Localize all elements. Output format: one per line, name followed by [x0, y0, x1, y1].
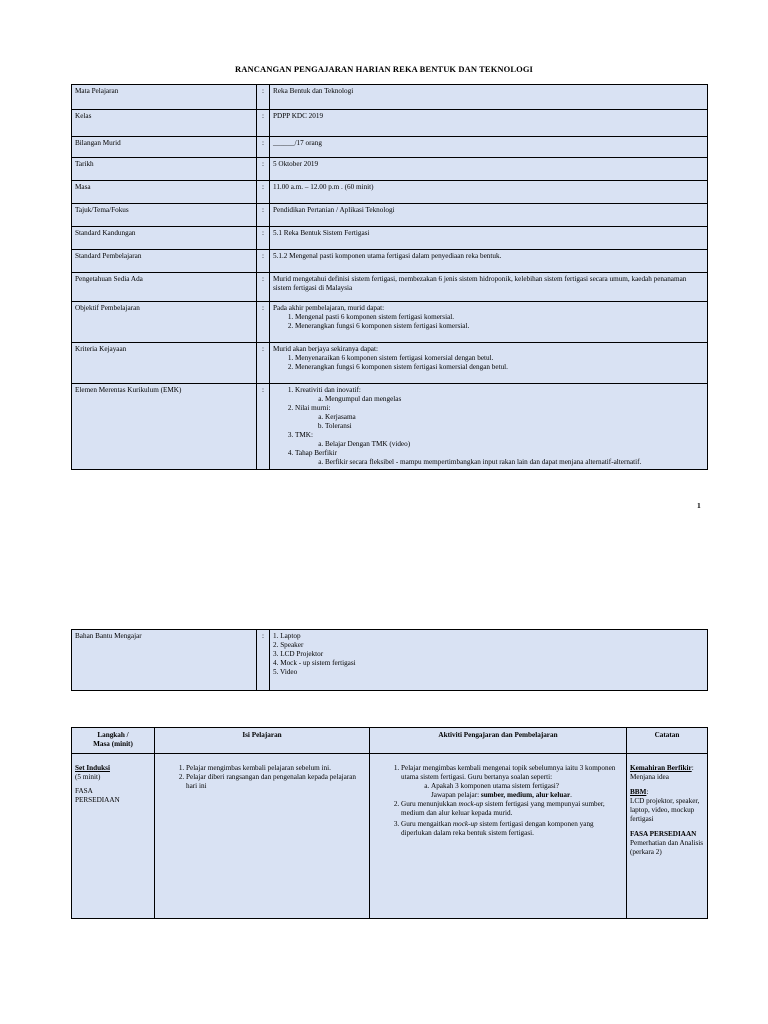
lesson-row [72, 753, 708, 918]
objektif-row [72, 302, 708, 343]
colon: : [257, 273, 270, 302]
colon: : [257, 137, 270, 158]
colon: : [257, 227, 270, 250]
kriteria-value [270, 343, 708, 384]
list-item: 1. Menyenaraikan 6 komponen sistem fertigasi komersial dengan betul. [295, 354, 704, 363]
emk-item-text: Tahap Berfikir [295, 449, 338, 457]
list-item: a. Mengumpul dan mengelas [325, 395, 704, 404]
objektif-intro: Pada akhir pembelajaran, murid dapat: [273, 304, 385, 312]
aktiviti-emphasis: mock-up [458, 799, 484, 808]
colon: : [691, 763, 694, 772]
aktiviti-text: Guru mengaitkan [401, 819, 453, 828]
info-label: Standard Pembelajaran [72, 250, 257, 273]
objektif-label: Objektif Pembelajaran [72, 302, 257, 343]
list-item: 1. Pelajar mengimbas kembali pelajaran sebelum ini. [186, 764, 366, 773]
kriteria-list [273, 354, 704, 372]
lesson-header-row [72, 728, 708, 754]
info-row [72, 85, 708, 110]
list-item [401, 764, 623, 800]
header-catatan: Catatan [627, 728, 708, 754]
info-value: Reka Bentuk dan Teknologi [270, 85, 708, 110]
bbm-item: 5. Video [273, 668, 298, 676]
bbm-item: 4. Mock - up sistem fertigasi [273, 659, 356, 667]
list-item [295, 431, 704, 449]
lesson-table [71, 727, 708, 919]
step-time: (5 minit) [75, 772, 101, 781]
emk-label: Elemen Merentas Kurikulum (EMK) [72, 384, 257, 470]
fasa-label: FASA PERSEDIAAN [630, 829, 697, 838]
colon: : [257, 250, 270, 273]
colon: : [257, 110, 270, 137]
list-item: 2. Pelajar diberi rangsangan dan pengenalan kepada pelajaran hari ini [186, 773, 366, 791]
info-table [71, 84, 708, 470]
info-label: Tarikh [72, 158, 257, 181]
step-cell [72, 753, 155, 918]
list-item: 2. Menerangkan fungsi 6 komponen sistem fertigasi komersial. [295, 322, 704, 331]
list-item [295, 386, 704, 404]
kemahiran-line [630, 764, 704, 773]
bbm-item: 3. LCD Projektor [273, 650, 324, 658]
answer-value: sumber, medium, alur keluar [480, 790, 571, 799]
header-isi: Isi Pelajaran [155, 728, 370, 754]
info-value: 11.00 a.m. – 12.00 p.m . (60 minit) [270, 181, 708, 204]
info-label: Tajuk/Tema/Fokus [72, 204, 257, 227]
info-row [72, 273, 708, 302]
bbm-table [71, 629, 708, 691]
colon: : [646, 787, 649, 796]
info-row [72, 110, 708, 137]
header-aktiviti: Aktiviti Pengajaran dan Pembelajaran [370, 728, 627, 754]
list-item: b. Toleransi [325, 422, 704, 431]
bbm-item: 1. Laptop [273, 632, 301, 640]
info-table-body [72, 85, 708, 302]
catatan-bbm-label: BBM [630, 787, 647, 796]
catatan-bbm-line [630, 788, 704, 797]
info-row [72, 158, 708, 181]
list-item: a. Belajar Dengan TMK (video) [325, 440, 704, 449]
objektif-list [273, 313, 704, 331]
catatan-cell [627, 753, 708, 918]
aktiviti-text: sistem fertigasi dengan komponen yang diperlukan dalam reka bentuk sistem fertigasi. [401, 819, 594, 837]
colon: : [257, 630, 270, 691]
isi-cell [155, 753, 370, 918]
info-value: PDPP KDC 2019 [270, 110, 708, 137]
step-title: Set Induksi [75, 763, 110, 772]
aktiviti-emphasis: mock-up [452, 819, 478, 828]
aktiviti-list [373, 764, 623, 838]
info-row [72, 137, 708, 158]
bbm-item: 2. Speaker [273, 641, 304, 649]
bbm-label: Bahan Bantu Mengajar [72, 630, 257, 691]
info-label: Pengetahuan Sedia Ada [72, 273, 257, 302]
list-item [295, 449, 704, 467]
info-label: Mata Pelajaran [72, 85, 257, 110]
document-title: RANCANGAN PENGAJARAN HARIAN REKA BENTUK DAN TEKNOLOGI [235, 64, 533, 74]
colon: : [257, 204, 270, 227]
aktiviti-text: sistem fertigasi yang mempunyai sumber, medium dan alur keluar kepada murid. [401, 799, 605, 817]
aktiviti-text: Guru menunjukkan [401, 799, 459, 808]
info-label: Masa [72, 181, 257, 204]
kriteria-intro: Murid akan berjaya sekiranya dapat: [273, 345, 378, 353]
kemahiran-value: Menjana idea [630, 772, 669, 781]
info-value: ______/17 orang [270, 137, 708, 158]
aktiviti-question: Apakah 3 komponen utama sistem fertigasi? [431, 781, 559, 790]
page-number: 1 [697, 501, 701, 510]
info-value: Pendidikan Pertanian / Aplikasi Teknologi [270, 204, 708, 227]
emk-row [72, 384, 708, 470]
bbm-row [72, 630, 708, 691]
colon: : [257, 343, 270, 384]
list-item: a. Kerjasama [325, 413, 704, 422]
info-value: 5.1 Reka Bentuk Sistem Fertigasi [270, 227, 708, 250]
colon: : [257, 384, 270, 470]
list-item [295, 404, 704, 431]
colon: : [257, 158, 270, 181]
list-item [401, 800, 623, 818]
info-value: 5 Oktober 2019 [270, 158, 708, 181]
list-item: a. Berfikir secara fleksibel - mampu mempertimbangkan input rakan lain dan dapat menjana alternatif-alternatif. [325, 458, 704, 467]
info-value: 5.1.2 Mengenal pasti komponen utama fertigasi dalam penyediaan reka bentuk. [270, 250, 708, 273]
info-label: Bilangan Murid [72, 137, 257, 158]
answer-prefix: Jawapan pelajar: [431, 790, 481, 799]
bbm-value [270, 630, 708, 691]
kemahiran-label: Kemahiran Berfikir [630, 763, 692, 772]
emk-item-text: Nilai murni: [295, 404, 331, 412]
step-phase: FASA PERSEDIAAN [75, 786, 120, 804]
header-langkah: Langkah / Masa (minit) [72, 728, 155, 754]
list-item [431, 782, 623, 800]
list-item [401, 820, 623, 838]
info-row [72, 181, 708, 204]
emk-item-text: TMK: [295, 431, 313, 439]
list-item: 2. Menerangkan fungsi 6 komponen sistem fertigasi komersial dengan betul. [295, 363, 704, 372]
info-row [72, 204, 708, 227]
aktiviti-cell [370, 753, 627, 918]
kriteria-row [72, 343, 708, 384]
answer-suffix: . [570, 790, 572, 799]
colon: : [257, 302, 270, 343]
isi-list [158, 764, 366, 791]
info-label: Standard Kandungan [72, 227, 257, 250]
catatan-bbm-value: LCD projektor, speaker, laptop, video, mockup fertigasi [630, 796, 700, 823]
emk-item-text: Kreativiti dan inovatif: [295, 386, 361, 394]
info-label: Kelas [72, 110, 257, 137]
info-row [72, 250, 708, 273]
emk-value [270, 384, 708, 470]
list-item: 1. Mengenal pasti 6 komponen sistem fertigasi komersial. [295, 313, 704, 322]
emk-list [273, 386, 704, 467]
colon: : [257, 181, 270, 204]
info-row [72, 227, 708, 250]
objektif-value [270, 302, 708, 343]
aktiviti-text: Pelajar mengimbas kembali mengenai topik sebelumnya iaitu 3 komponen utama sistem fertigasi. Guru bertanya soalan seperti: [401, 763, 616, 781]
fasa-value: Pemerhatian dan Analisis (perkara 2) [630, 838, 704, 856]
info-value: Murid mengetahui definisi sistem fertigasi, membezakan 6 jenis sistem hidroponik, kelebihan sistem fertigasi secara umum, kaedah penanaman sistem fertigasi di Malaysia [270, 273, 708, 302]
kriteria-label: Kriteria Kejayaan [72, 343, 257, 384]
colon: : [257, 85, 270, 110]
